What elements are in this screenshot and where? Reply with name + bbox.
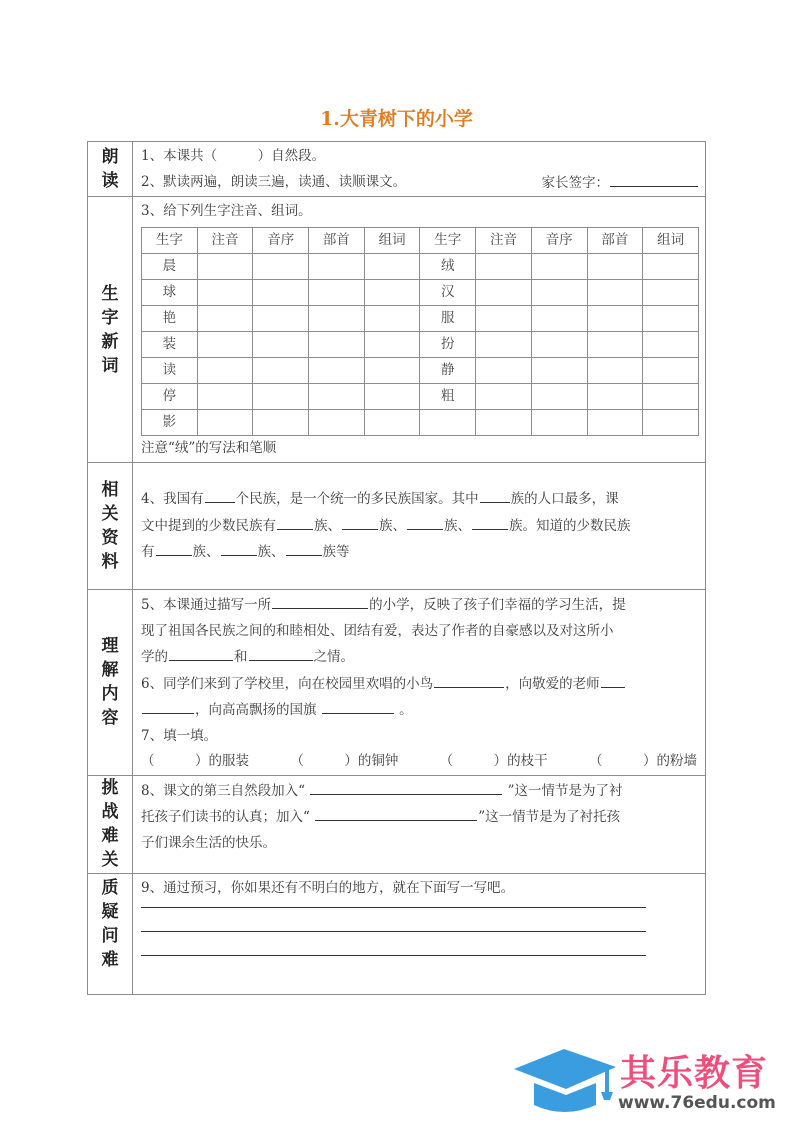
section-content-comprehension bbox=[133, 590, 706, 776]
answer-cell[interactable] bbox=[197, 279, 253, 305]
text: 文中提到的少数民族有 bbox=[141, 517, 276, 534]
question-3: 3、给下列生字注音、组词。 bbox=[141, 203, 312, 219]
section-new-words bbox=[88, 197, 706, 463]
section-label-materials bbox=[88, 463, 133, 590]
blank-field[interactable] bbox=[310, 778, 502, 795]
blank-field[interactable] bbox=[315, 804, 477, 821]
answer-cell[interactable] bbox=[587, 253, 643, 279]
answer-cell[interactable] bbox=[364, 383, 420, 409]
answer-cell[interactable] bbox=[643, 279, 699, 305]
label-char: 问 bbox=[101, 925, 119, 946]
answer-cell[interactable] bbox=[253, 383, 309, 409]
answer-cell[interactable] bbox=[643, 409, 699, 435]
column-header: 注音 bbox=[197, 227, 253, 253]
question-8-line-3: 子们课余生活的快乐。 bbox=[141, 834, 276, 851]
question-7-items bbox=[141, 749, 699, 775]
question-6-line-1 bbox=[141, 671, 699, 698]
answer-cell[interactable] bbox=[476, 279, 532, 305]
answer-cell[interactable] bbox=[309, 279, 365, 305]
character-row bbox=[142, 383, 699, 409]
answer-cell[interactable] bbox=[531, 305, 587, 331]
answer-cell[interactable] bbox=[587, 409, 643, 435]
label-char: 疑 bbox=[101, 901, 119, 922]
character-row bbox=[142, 357, 699, 383]
graduation-cap-icon bbox=[512, 1043, 618, 1115]
answer-cell[interactable] bbox=[476, 409, 532, 435]
question-8-line-2 bbox=[141, 804, 699, 831]
blank-field[interactable] bbox=[434, 671, 504, 688]
question-7: 7、填一填。 bbox=[141, 727, 218, 744]
column-header: 组词 bbox=[643, 227, 699, 253]
question-2-row bbox=[141, 170, 699, 196]
question-4-line-1 bbox=[141, 486, 699, 513]
character-cell: 静 bbox=[420, 357, 476, 383]
column-header: 生字 bbox=[142, 227, 198, 253]
answer-cell[interactable] bbox=[476, 357, 532, 383]
blank-field[interactable] bbox=[221, 539, 257, 556]
text: 族。知道的少数民族 bbox=[509, 517, 631, 534]
answer-cell[interactable] bbox=[309, 253, 365, 279]
label-char: 关 bbox=[101, 850, 119, 870]
question-5-line-1 bbox=[141, 592, 699, 619]
parent-signature bbox=[542, 170, 700, 197]
section-content-challenge bbox=[133, 775, 706, 873]
character-cell bbox=[420, 409, 476, 435]
writing-line[interactable] bbox=[141, 931, 646, 932]
text: 个民族，是一个统一的多民族国家。其中 bbox=[235, 491, 479, 508]
column-header: 组词 bbox=[364, 227, 420, 253]
section-label-challenge bbox=[88, 775, 133, 873]
text: 族的人口最多，课 bbox=[510, 491, 619, 508]
answer-cell[interactable] bbox=[643, 305, 699, 331]
question-4-line-2 bbox=[141, 513, 699, 540]
question-1: 1、本课共（ ）自然段。 bbox=[141, 148, 326, 164]
answer-cell[interactable] bbox=[253, 331, 309, 357]
label-char: 容 bbox=[101, 708, 119, 729]
blank-field[interactable] bbox=[472, 513, 508, 530]
text: 族等 bbox=[322, 544, 350, 561]
character-row bbox=[142, 331, 699, 357]
label-char: 相 bbox=[101, 480, 119, 500]
answer-cell[interactable] bbox=[253, 409, 309, 435]
section-content-reading bbox=[133, 142, 706, 197]
label-char: 质 bbox=[101, 877, 119, 898]
section-questions bbox=[88, 873, 706, 994]
character-table bbox=[141, 227, 699, 436]
logo-name: 其乐教育 bbox=[620, 1053, 769, 1094]
character-cell: 服 bbox=[420, 305, 476, 331]
label-char: 词 bbox=[101, 355, 119, 376]
text: 和 bbox=[234, 649, 248, 665]
label-char: 战 bbox=[101, 802, 119, 822]
label-char: 理 bbox=[101, 636, 119, 657]
section-content-new-words bbox=[133, 197, 706, 463]
text: 6、同学们来到了学校里，向在校园里欢唱的小鸟 bbox=[141, 675, 434, 692]
section-label-comprehension bbox=[88, 590, 133, 776]
blank-field[interactable] bbox=[480, 486, 510, 503]
answer-cell[interactable] bbox=[197, 409, 253, 435]
question-8-line-1 bbox=[141, 778, 699, 805]
label-char: 关 bbox=[101, 504, 119, 524]
question-2: 2、默读两遍，朗读三遍，读通、读顺课文。 bbox=[141, 173, 407, 190]
answer-cell[interactable] bbox=[476, 383, 532, 409]
section-comprehension bbox=[88, 590, 706, 776]
column-header: 部首 bbox=[587, 227, 643, 253]
answer-cell[interactable] bbox=[476, 253, 532, 279]
blank-field[interactable] bbox=[156, 539, 192, 556]
answer-cell[interactable] bbox=[309, 331, 365, 357]
answer-cell[interactable] bbox=[309, 305, 365, 331]
character-row bbox=[142, 253, 699, 279]
character-row bbox=[142, 279, 699, 305]
note: 注意“绒”的写法和笔顺 bbox=[141, 439, 277, 456]
blank-field[interactable] bbox=[322, 697, 394, 714]
label-char: 字 bbox=[101, 307, 119, 328]
blank-field[interactable] bbox=[342, 513, 378, 530]
text: 8、课文的第三自然段加入“ bbox=[141, 782, 305, 799]
answer-cell[interactable] bbox=[531, 253, 587, 279]
answer-cell[interactable] bbox=[364, 279, 420, 305]
character-row bbox=[142, 305, 699, 331]
answer-cell[interactable] bbox=[587, 279, 643, 305]
blank-field[interactable] bbox=[277, 513, 313, 530]
text: 4、我国有 bbox=[141, 491, 204, 508]
character-cell: 停 bbox=[142, 383, 198, 409]
text: 学的 bbox=[141, 649, 168, 665]
answer-cell[interactable] bbox=[531, 409, 587, 435]
answer-cell[interactable] bbox=[197, 253, 253, 279]
column-header: 生字 bbox=[420, 227, 476, 253]
character-cell: 球 bbox=[142, 279, 198, 305]
character-cell: 艳 bbox=[142, 305, 198, 331]
logo bbox=[512, 1043, 792, 1115]
answer-cell[interactable] bbox=[197, 383, 253, 409]
label-char: 难 bbox=[101, 949, 119, 970]
text: ”这一情节是为了衬 bbox=[507, 782, 623, 799]
answer-cell[interactable] bbox=[643, 357, 699, 383]
blank-field[interactable] bbox=[142, 697, 194, 714]
answer-cell[interactable] bbox=[476, 305, 532, 331]
answer-cell[interactable] bbox=[531, 279, 587, 305]
answer-cell[interactable] bbox=[309, 383, 365, 409]
blank-field[interactable] bbox=[272, 592, 368, 609]
answer-cell[interactable] bbox=[587, 305, 643, 331]
answer-cell[interactable] bbox=[476, 331, 532, 357]
text: 有 bbox=[141, 544, 155, 561]
label-char: 生 bbox=[101, 283, 119, 304]
answer-cell[interactable] bbox=[364, 253, 420, 279]
character-cell: 扮 bbox=[420, 331, 476, 357]
answer-cell[interactable] bbox=[587, 383, 643, 409]
section-challenge bbox=[88, 775, 706, 873]
question-4-line-3 bbox=[141, 539, 699, 566]
answer-cell[interactable] bbox=[197, 357, 253, 383]
question-5-line-3 bbox=[141, 644, 699, 671]
character-cell: 装 bbox=[142, 331, 198, 357]
answer-cell[interactable] bbox=[587, 357, 643, 383]
answer-cell[interactable] bbox=[531, 383, 587, 409]
column-header: 部首 bbox=[309, 227, 365, 253]
label-char: 新 bbox=[101, 331, 119, 352]
text: 族、 bbox=[314, 517, 341, 534]
answer-cell[interactable] bbox=[364, 305, 420, 331]
worksheet-table bbox=[87, 141, 706, 995]
answer-cell[interactable] bbox=[253, 305, 309, 331]
label-char: 读 bbox=[101, 171, 119, 191]
answer-cell[interactable] bbox=[364, 331, 420, 357]
answer-cell[interactable] bbox=[364, 357, 420, 383]
section-content-questions bbox=[133, 873, 706, 994]
column-header: 注音 bbox=[476, 227, 532, 253]
character-cell: 晨 bbox=[142, 253, 198, 279]
label-char: 资 bbox=[101, 528, 119, 548]
character-row bbox=[142, 409, 699, 435]
column-header: 音序 bbox=[531, 227, 587, 253]
page-title: 1.大青树下的小学 bbox=[320, 108, 473, 130]
question-6-line-2 bbox=[141, 697, 699, 724]
text: ，向高高飘扬的国旗 bbox=[195, 702, 317, 718]
blank-field[interactable] bbox=[169, 644, 233, 661]
answer-cell[interactable] bbox=[253, 357, 309, 383]
label-char: 内 bbox=[101, 684, 119, 705]
fill-item[interactable]: （ ）的服装 bbox=[141, 753, 249, 769]
text: 托孩子们读书的认真；加入“ bbox=[141, 809, 310, 825]
answer-cell[interactable] bbox=[587, 331, 643, 357]
answer-cell[interactable] bbox=[197, 305, 253, 331]
character-cell: 绒 bbox=[420, 253, 476, 279]
text: 5、本课通过描写一所 bbox=[141, 597, 272, 613]
writing-line[interactable] bbox=[141, 907, 646, 908]
fill-item[interactable]: （ ）的枝干 bbox=[439, 753, 548, 769]
blank-field[interactable] bbox=[407, 513, 443, 530]
answer-cell[interactable] bbox=[197, 331, 253, 357]
label-char: 解 bbox=[101, 660, 119, 681]
blank-field[interactable] bbox=[601, 671, 625, 688]
blank-field[interactable] bbox=[205, 486, 235, 503]
column-header: 音序 bbox=[253, 227, 309, 253]
text: 族、 bbox=[444, 517, 471, 534]
section-label-new-words bbox=[88, 197, 133, 463]
answer-cell[interactable] bbox=[643, 253, 699, 279]
section-content-materials bbox=[133, 463, 706, 590]
character-cell: 读 bbox=[142, 357, 198, 383]
character-cell: 粗 bbox=[420, 383, 476, 409]
section-label-questions bbox=[88, 873, 133, 994]
text: 族、 bbox=[379, 517, 406, 534]
text: 的小学，反映了孩子们幸福的学习生活，提 bbox=[369, 597, 626, 613]
blank-field[interactable] bbox=[286, 539, 322, 556]
character-cell: 影 bbox=[142, 409, 198, 435]
text: 。 bbox=[399, 702, 413, 718]
answer-cell[interactable] bbox=[531, 331, 587, 357]
answer-cell[interactable] bbox=[643, 383, 699, 409]
answer-cell[interactable] bbox=[309, 357, 365, 383]
answer-cell[interactable] bbox=[643, 331, 699, 357]
label-char: 难 bbox=[101, 826, 119, 846]
logo-url: www.76edu.com bbox=[618, 1093, 776, 1113]
text: ”这一情节是为了衬托孩 bbox=[478, 809, 621, 825]
text: ，向敬爱的老师 bbox=[505, 675, 600, 692]
question-5-line-2: 现了祖国各民族之间的和睦相处、团结有爱，表达了作者的自豪感以及对这所小 bbox=[141, 622, 614, 639]
character-cell: 汉 bbox=[420, 279, 476, 305]
answer-cell[interactable] bbox=[531, 357, 587, 383]
section-reading bbox=[88, 142, 706, 197]
blank-field[interactable] bbox=[249, 644, 313, 661]
answer-cell[interactable] bbox=[309, 409, 365, 435]
text: 之情。 bbox=[313, 649, 354, 665]
text: 族、 bbox=[192, 544, 220, 561]
fill-item[interactable]: （ ）的粉墙 bbox=[588, 753, 697, 769]
section-label-reading bbox=[88, 142, 133, 197]
character-table-header bbox=[142, 227, 699, 253]
answer-cell[interactable] bbox=[364, 409, 420, 435]
label-char: 朗 bbox=[101, 147, 119, 167]
question-9: 9、通过预习，你如果还有不明白的地方，就在下面写一写吧。 bbox=[141, 879, 515, 896]
fill-item[interactable]: （ ）的铜钟 bbox=[290, 753, 399, 769]
signature-field[interactable] bbox=[610, 170, 698, 187]
answer-cell[interactable] bbox=[253, 253, 309, 279]
writing-line[interactable] bbox=[141, 955, 646, 956]
label-char: 挑 bbox=[101, 778, 119, 798]
text: 族、 bbox=[257, 544, 285, 561]
answer-cell[interactable] bbox=[253, 279, 309, 305]
signature-label: 家长签字： bbox=[541, 174, 609, 191]
section-materials bbox=[88, 463, 706, 590]
label-char: 料 bbox=[101, 552, 119, 572]
